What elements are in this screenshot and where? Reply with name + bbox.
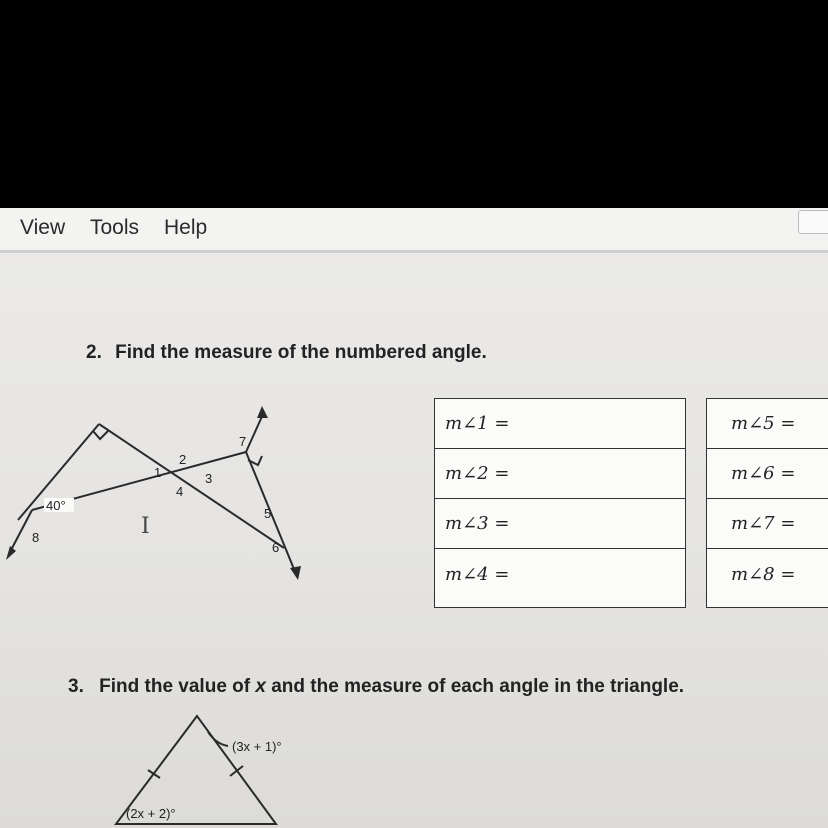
answer-cell-angle-6[interactable]: m∠6 = xyxy=(707,449,828,499)
menu-bar xyxy=(0,208,828,253)
problem-3-variable: x xyxy=(255,676,266,697)
triangle-figure xyxy=(100,704,290,828)
answer-cell-angle-3[interactable]: m∠3 = xyxy=(435,499,685,549)
menu-help[interactable]: Help xyxy=(164,216,208,239)
left-angle-label: (2x + 2)° xyxy=(126,806,176,821)
problem-3-prompt-end: and the measure of each angle in the triangle. xyxy=(265,676,685,697)
angle-label-1: 1 xyxy=(154,465,162,480)
top-angle-label: (3x + 1)° xyxy=(232,739,282,754)
answer-cell-angle-2[interactable]: m∠2 = xyxy=(435,449,685,499)
problem-2-title xyxy=(86,342,487,364)
problem-3-number: 3. xyxy=(68,676,84,697)
problem-2-number: 2. xyxy=(86,342,102,363)
angle-label-3: 3 xyxy=(205,471,213,486)
angle-label-2: 2 xyxy=(179,452,187,467)
answer-cell-angle-8[interactable]: m∠8 = xyxy=(731,563,796,585)
toolbar-button[interactable] xyxy=(798,210,828,234)
answer-table-right xyxy=(706,398,828,608)
angle-label-4: 4 xyxy=(176,484,184,499)
menu-tools[interactable]: Tools xyxy=(90,216,140,239)
angle-figure xyxy=(0,400,320,585)
problem-2-prompt: Find the measure of the numbered angle. xyxy=(115,342,487,363)
problem-3-prompt-start: Find the value of xyxy=(99,676,256,697)
answer-cell-angle-7[interactable]: m∠7 = xyxy=(707,499,828,549)
angle-label-6: 6 xyxy=(272,540,280,555)
answer-cell-angle-1[interactable]: m∠1 = xyxy=(435,399,685,449)
angle-label-5: 5 xyxy=(264,506,272,521)
problem-3-title xyxy=(68,676,684,698)
answer-cell-angle-5[interactable]: m∠5 = xyxy=(707,399,828,449)
given-angle-label: 40° xyxy=(46,498,66,513)
angle-label-8: 8 xyxy=(32,530,40,545)
menu-view[interactable]: View xyxy=(20,216,66,239)
answer-cell-angle-4[interactable]: m∠4 = xyxy=(445,563,510,585)
text-cursor-icon: I xyxy=(141,514,150,539)
answer-table-left xyxy=(434,398,686,608)
angle-label-7: 7 xyxy=(239,434,247,449)
